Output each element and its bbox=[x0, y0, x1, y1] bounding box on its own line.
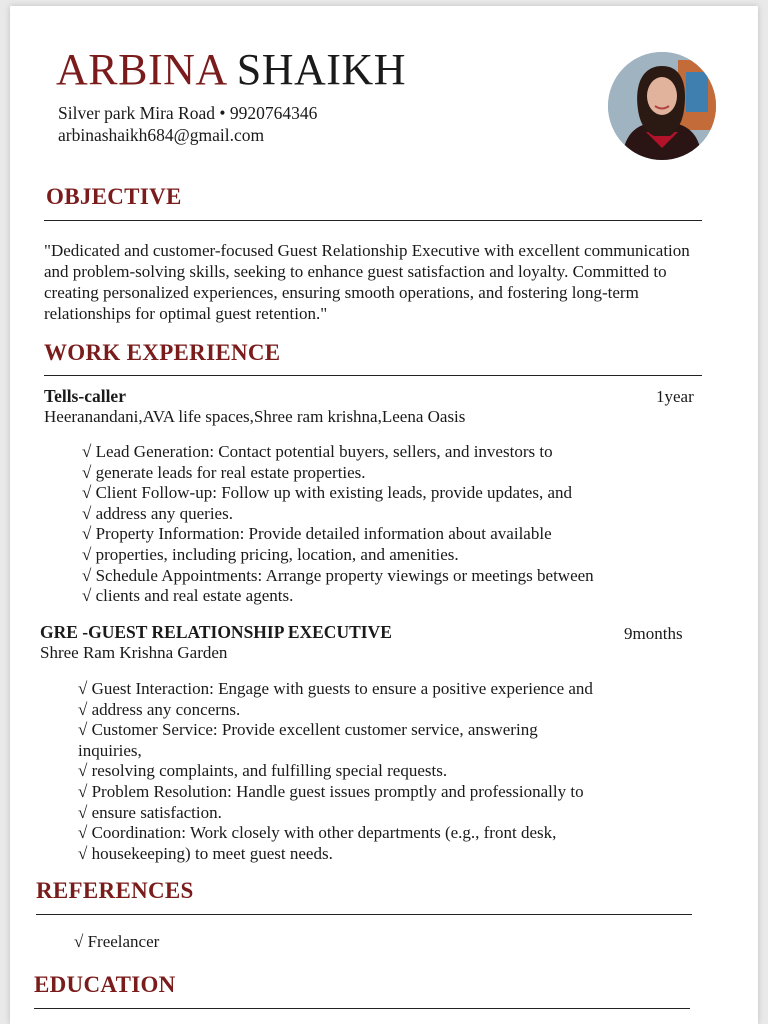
divider-references bbox=[36, 914, 692, 915]
list-item: √ generate leads for real estate properties. bbox=[82, 462, 366, 482]
section-title-education: EDUCATION bbox=[34, 972, 176, 997]
section-title-references: REFERENCES bbox=[36, 878, 194, 903]
job-company-1: Heeranandani,AVA life spaces,Shree ram krishna,Leena Oasis bbox=[44, 407, 466, 426]
list-item: √ Property Information: Provide detailed information about available bbox=[82, 524, 552, 544]
divider-work-experience bbox=[44, 375, 702, 376]
profile-photo bbox=[608, 52, 716, 160]
resume-page bbox=[10, 6, 758, 1024]
divider-objective bbox=[44, 220, 702, 221]
job-title-1: Tells-caller bbox=[44, 386, 126, 406]
list-item: √ housekeeping) to meet guest needs. bbox=[78, 843, 333, 863]
first-name: ARBINA bbox=[56, 45, 226, 94]
last-name: SHAIKH bbox=[236, 45, 406, 94]
contact-info bbox=[58, 102, 317, 146]
list-item: √ resolving complaints, and fulfilling special requests. bbox=[78, 761, 448, 781]
list-item: √ address any concerns. bbox=[78, 699, 241, 719]
email: arbinashaikh684@gmail.com bbox=[58, 125, 265, 145]
list-item: √ Customer Service: Provide excellent customer service, answering bbox=[78, 720, 538, 740]
address-phone: Silver park Mira Road • 9920764346 bbox=[58, 103, 318, 123]
job-company-2: Shree Ram Krishna Garden bbox=[40, 643, 228, 662]
list-item: inquiries, bbox=[78, 740, 142, 760]
profile-photo-image bbox=[608, 52, 716, 160]
divider-education bbox=[34, 1008, 690, 1009]
list-item: √ ensure satisfaction. bbox=[78, 802, 222, 822]
references-list bbox=[74, 932, 159, 953]
job-duration-2: 9months bbox=[624, 624, 683, 643]
list-item: √ Guest Interaction: Engage with guests to ensure a positive experience and bbox=[78, 679, 593, 698]
applicant-name bbox=[56, 44, 406, 95]
list-item: √ properties, including pricing, location, and amenities. bbox=[82, 544, 459, 564]
section-title-work-experience: WORK EXPERIENCE bbox=[44, 340, 281, 365]
job-bullets-1 bbox=[82, 442, 594, 607]
list-item: √ Schedule Appointments: Arrange property viewings or meetings between bbox=[82, 565, 594, 585]
list-item: √ Freelancer bbox=[74, 932, 160, 951]
list-item: √ clients and real estate agents. bbox=[82, 586, 294, 606]
job-bullets-2 bbox=[78, 679, 593, 864]
job-title-2: GRE -GUEST RELATIONSHIP EXECUTIVE bbox=[40, 622, 392, 642]
objective-text: "Dedicated and customer-focused Guest Relationship Executive with excellent communication and problem-solving skills, seeking to enhance guest satisfaction and loyalty. Committed to creating personalized experiences, ensuring smooth operations, and fostering long-term relationships for optimal guest retention." bbox=[44, 241, 690, 323]
list-item: √ Lead Generation: Contact potential buyers, sellers, and investors to bbox=[82, 442, 553, 461]
list-item: √ Client Follow-up: Follow up with existing leads, provide updates, and bbox=[82, 483, 573, 503]
list-item: √ address any queries. bbox=[82, 503, 233, 523]
section-title-objective: OBJECTIVE bbox=[46, 184, 182, 209]
job-duration-1: 1year bbox=[656, 387, 694, 406]
list-item: √ Coordination: Work closely with other departments (e.g., front desk, bbox=[78, 823, 557, 843]
list-item: √ Problem Resolution: Handle guest issues promptly and professionally to bbox=[78, 781, 584, 801]
